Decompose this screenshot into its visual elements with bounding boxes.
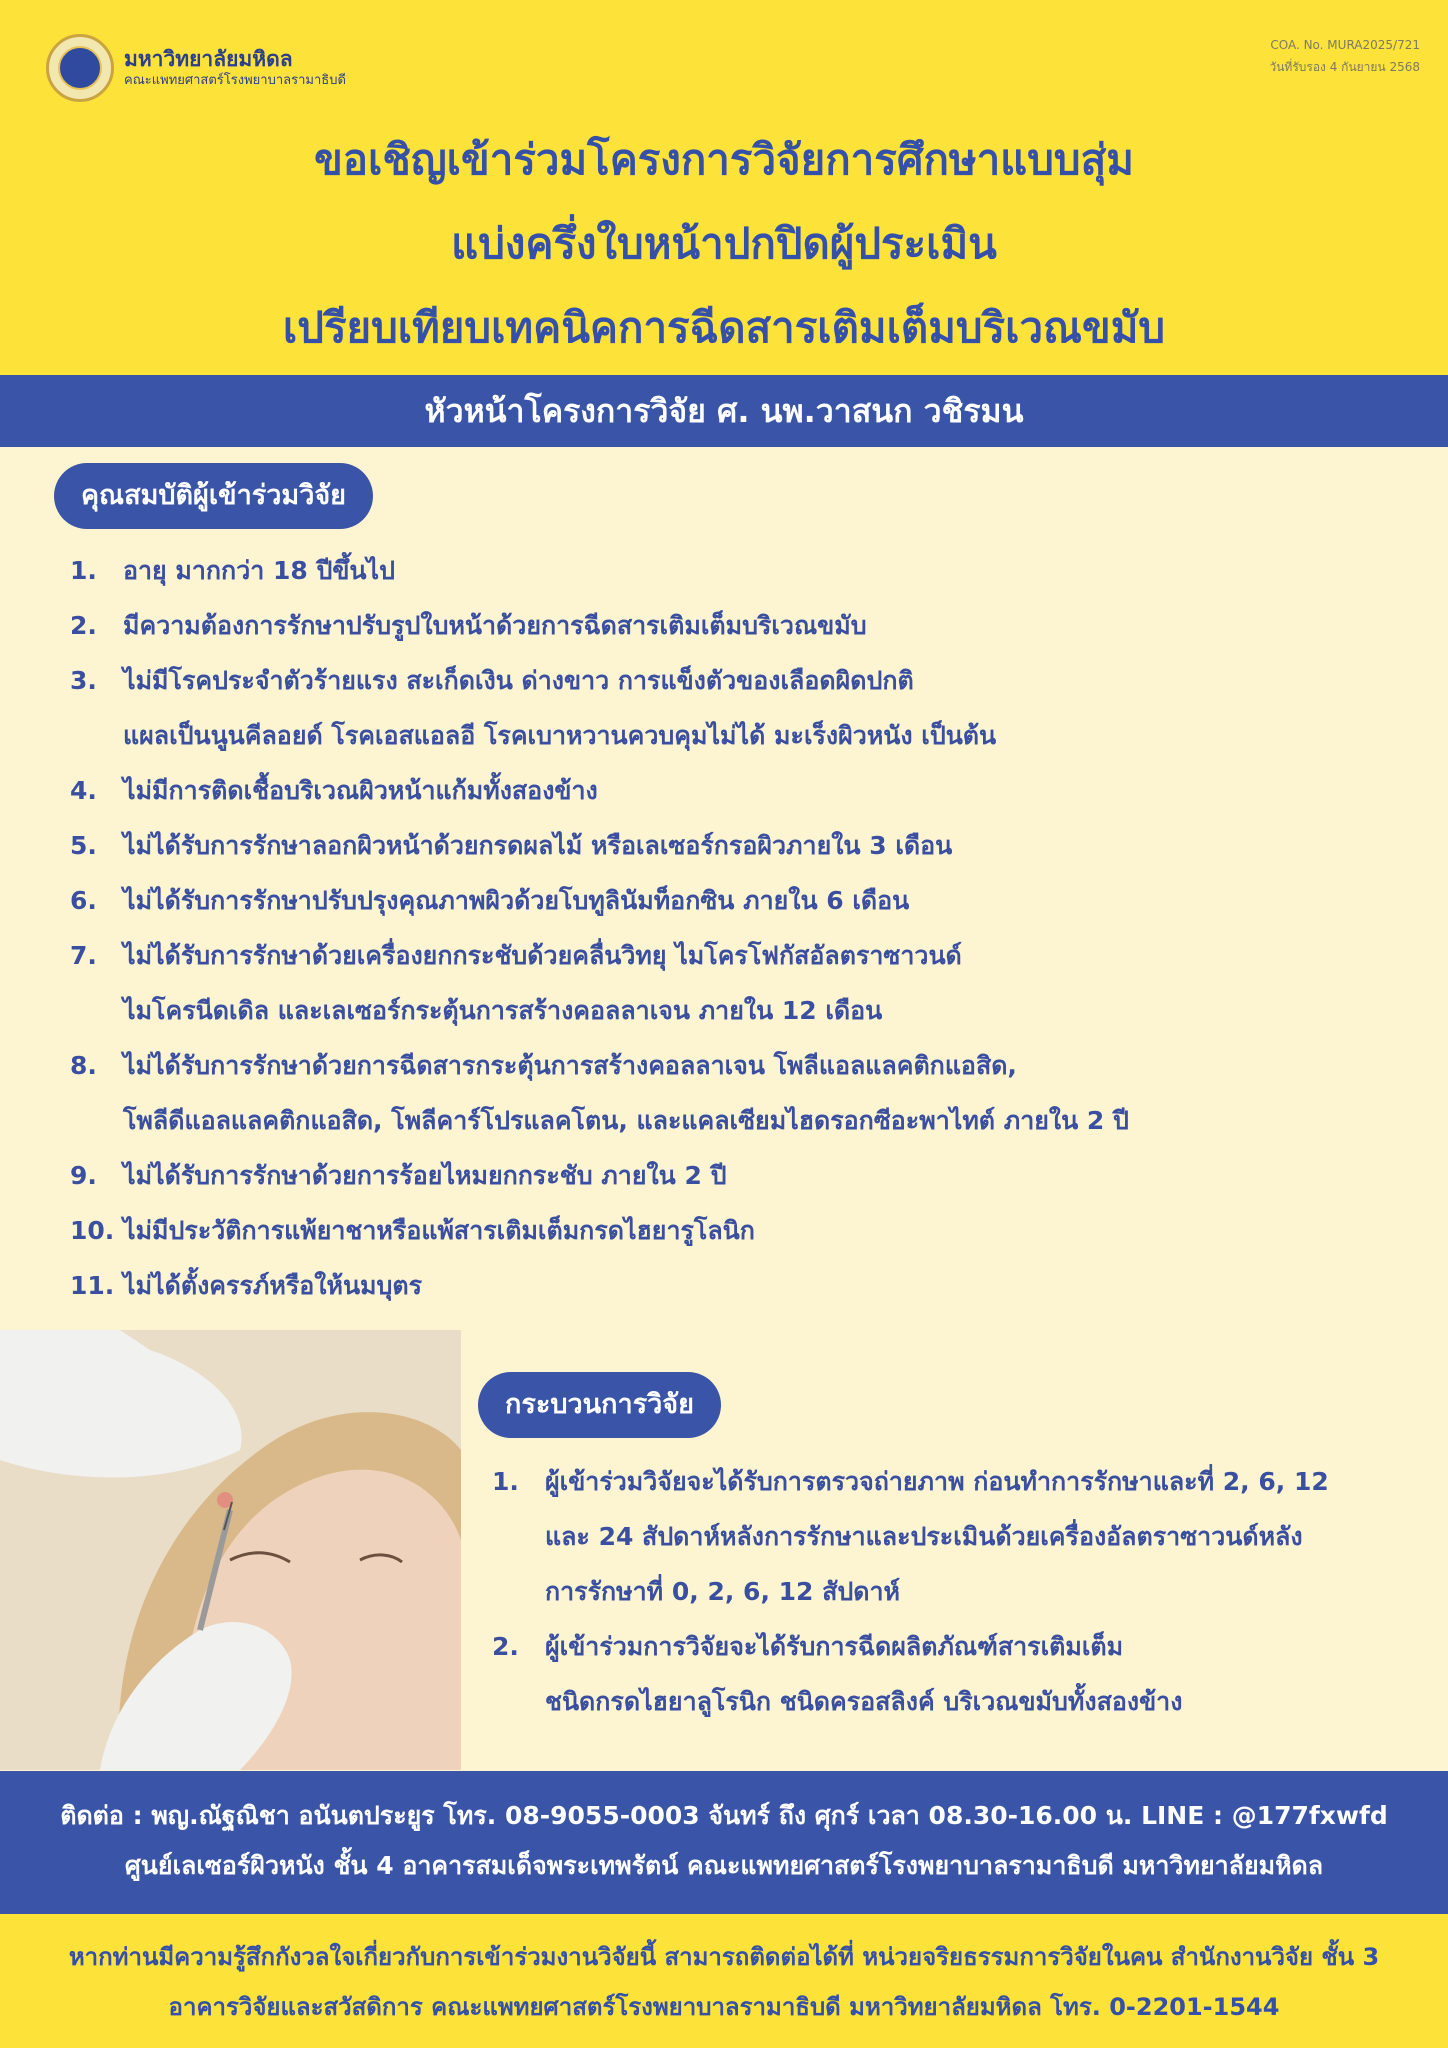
list-item-text: ไม่ได้รับการรักษาด้วยการร้อยไหมยกกระชับ ภายใน 2 ปี — [123, 1161, 727, 1190]
list-item-text: ผู้เข้าร่วมวิจัยจะได้รับการตรวจถ่ายภาพ ก่อนทำการรักษาและที่ 2, 6, 12 — [545, 1467, 1329, 1496]
title-line-3: เปรียบเทียบเทคนิคการฉีดสารเติมเต็มบริเวณขมับ — [282, 303, 1166, 352]
list-item — [70, 543, 1400, 598]
list-item-number — [70, 708, 123, 763]
list-item-number — [70, 983, 123, 1038]
coa-info — [1269, 34, 1420, 78]
list-item — [70, 763, 1400, 818]
list-item-number: 7. — [70, 941, 97, 970]
list-item — [70, 1038, 1400, 1093]
list-item-number — [492, 1509, 545, 1564]
faculty-name: คณะแพทยศาสตร์โรงพยาบาลรามาธิบดี — [124, 73, 346, 88]
list-item-text: ไม่ได้รับการรักษาลอกผิวหน้าด้วยกรดผลไม้ หรือเลเซอร์กรอผิวภายใน 3 เดือน — [123, 831, 953, 860]
list-item — [70, 873, 1400, 928]
list-item-number: 4. — [70, 776, 97, 805]
list-item-text: การรักษาที่ 0, 2, 6, 12 สัปดาห์ — [545, 1577, 901, 1606]
list-item-text: ไม่มีประวัติการแพ้ยาชาหรือแพ้สารเติมเต็มกรดไฮยารูโลนิก — [123, 1216, 755, 1245]
list-item — [492, 1454, 1432, 1509]
list-item-number: 2. — [492, 1632, 519, 1661]
list-item — [70, 1258, 1400, 1313]
list-item-number: 10. — [70, 1216, 115, 1245]
list-item — [70, 1203, 1400, 1258]
ethics-footer — [0, 1914, 1448, 2048]
list-item-number: 2. — [70, 611, 97, 640]
footer-line-1: หากท่านมีความรู้สึกกังวลใจเกี่ยวกับการเข้าร่วมงานวิจัยนี้ สามารถติดต่อได้ที่ หน่วยจริยธรรมการวิจัยในคน สำนักงานวิจัย ชั้น 3 — [68, 1943, 1380, 1971]
list-item — [70, 928, 1400, 983]
list-item-text: ชนิดกรดไฮยาลูโรนิก ชนิดครอสลิงค์ บริเวณขมับทั้งสองข้าง — [545, 1687, 1183, 1716]
list-item-text: แผลเป็นนูนคีลอยด์ โรคเอสแอลอี โรคเบาหวานควบคุมไม่ได้ มะเร็งผิวหนัง เป็นต้น — [123, 721, 997, 750]
process-heading: กระบวนการวิจัย — [478, 1372, 721, 1438]
list-item-text: ไม่ได้รับการรักษาด้วยเครื่องยกกระชับด้วยคลื่นวิทยุ ไมโครโฟกัสอัลตราซาวนด์ — [123, 941, 962, 970]
list-item — [70, 818, 1400, 873]
list-item-text: และ 24 สัปดาห์หลังการรักษาและประเมินด้วยเครื่องอัลตราซาวนด์หลัง — [545, 1522, 1303, 1551]
contact-line-2: ศูนย์เลเซอร์ผิวหนัง ชั้น 4 อาคารสมเด็จพระเทพรัตน์ คณะแพทยศาสตร์โรงพยาบาลรามาธิบดี มหาวิทยาลัยมหิดล — [124, 1851, 1324, 1880]
header-banner — [0, 0, 1448, 375]
list-item — [70, 653, 1400, 708]
list-item — [70, 1148, 1400, 1203]
list-item-number: 5. — [70, 831, 97, 860]
list-item-text: ผู้เข้าร่วมการวิจัยจะได้รับการฉีดผลิตภัณฑ์สารเติมเต็ม — [545, 1632, 1124, 1661]
list-item-number: 11. — [70, 1271, 115, 1300]
list-item — [70, 598, 1400, 653]
injection-illustration — [0, 1330, 461, 1770]
list-item-text: โพลีดีแอลแลคติกแอสิด, โพลีคาร์โปรแลคโตน, และแคลเซียมไฮดรอกซีอะพาไทต์ ภายใน 2 ปี — [123, 1106, 1129, 1135]
list-item — [492, 1619, 1432, 1674]
list-item-number: 8. — [70, 1051, 97, 1080]
list-item — [492, 1564, 1432, 1619]
list-item — [70, 708, 1400, 763]
list-item — [70, 983, 1400, 1038]
list-item-number: 3. — [70, 666, 97, 695]
list-item-text: ไม่ได้รับการรักษาปรับปรุงคุณภาพผิวด้วยโบทูลินัมท็อกซิน ภายใน 6 เดือน — [123, 886, 910, 915]
list-item-text: ไม่ได้ตั้งครรภ์หรือให้นมบุตร — [123, 1271, 423, 1300]
process-list — [492, 1454, 1432, 1729]
eligibility-list — [70, 543, 1400, 1313]
contact-line-1: ติดต่อ : พญ.ณัฐณิชา อนันตประยูร โทร. 08-9055-0003 จันทร์ ถึง ศุกร์ เวลา 08.30-16.00 น. LINE : @177fxwfd — [60, 1801, 1388, 1830]
principal-investigator-bar: หัวหน้าโครงการวิจัย ศ. นพ.วาสนก วชิรมน — [0, 375, 1448, 447]
university-seal-icon — [46, 34, 114, 102]
list-item-number: 1. — [70, 556, 97, 585]
list-item-number — [492, 1564, 545, 1619]
list-item-text: ไมโครนีดเดิล และเลเซอร์กระตุ้นการสร้างคอลลาเจน ภายใน 12 เดือน — [123, 996, 883, 1025]
footer-line-2: อาคารวิจัยและสวัสดิการ คณะแพทยศาสตร์โรงพยาบาลรามาธิบดี มหาวิทยาลัยมหิดล โทร. 0-2201-1544 — [168, 1993, 1280, 2021]
list-item-text: มีความต้องการรักษาปรับรูปใบหน้าด้วยการฉีดสารเติมเต็มบริเวณขมับ — [123, 611, 867, 640]
title-line-2: แบ่งครึ่งใบหน้าปกปิดผู้ประเมิน — [451, 219, 997, 268]
list-item-number: 9. — [70, 1161, 97, 1190]
list-item — [492, 1509, 1432, 1564]
list-item-number — [492, 1674, 545, 1729]
coa-number: COA. No. MURA2025/721 — [1270, 38, 1420, 52]
list-item-text: อายุ มากกว่า 18 ปีขึ้นไป — [123, 556, 395, 585]
list-item-number — [70, 1093, 123, 1148]
approval-date: วันที่รับรอง 4 กันยายน 2568 — [1269, 60, 1420, 74]
contact-bar — [0, 1771, 1448, 1914]
list-item-text: ไม่มีการติดเชื้อบริเวณผิวหน้าแก้มทั้งสองข้าง — [123, 776, 598, 805]
list-item-number: 1. — [492, 1467, 519, 1496]
title-line-1: ขอเชิญเข้าร่วมโครงการวิจัยการศึกษาแบบสุ่ม — [314, 135, 1134, 184]
list-item — [492, 1674, 1432, 1729]
university-name: มหาวิทยาลัยมหิดล — [124, 47, 293, 71]
university-logo — [46, 34, 346, 102]
list-item-text: ไม่มีโรคประจำตัวร้ายแรง สะเก็ดเงิน ด่างขาว การแข็งตัวของเลือดผิดปกติ — [123, 666, 914, 695]
eligibility-heading: คุณสมบัติผู้เข้าร่วมวิจัย — [54, 463, 373, 529]
list-item — [70, 1093, 1400, 1148]
list-item-number: 6. — [70, 886, 97, 915]
list-item-text: ไม่ได้รับการรักษาด้วยการฉีดสารกระตุ้นการสร้างคอลลาเจน โพลีแอลแลคติกแอสิด, — [123, 1051, 1017, 1080]
page-title — [0, 118, 1448, 370]
